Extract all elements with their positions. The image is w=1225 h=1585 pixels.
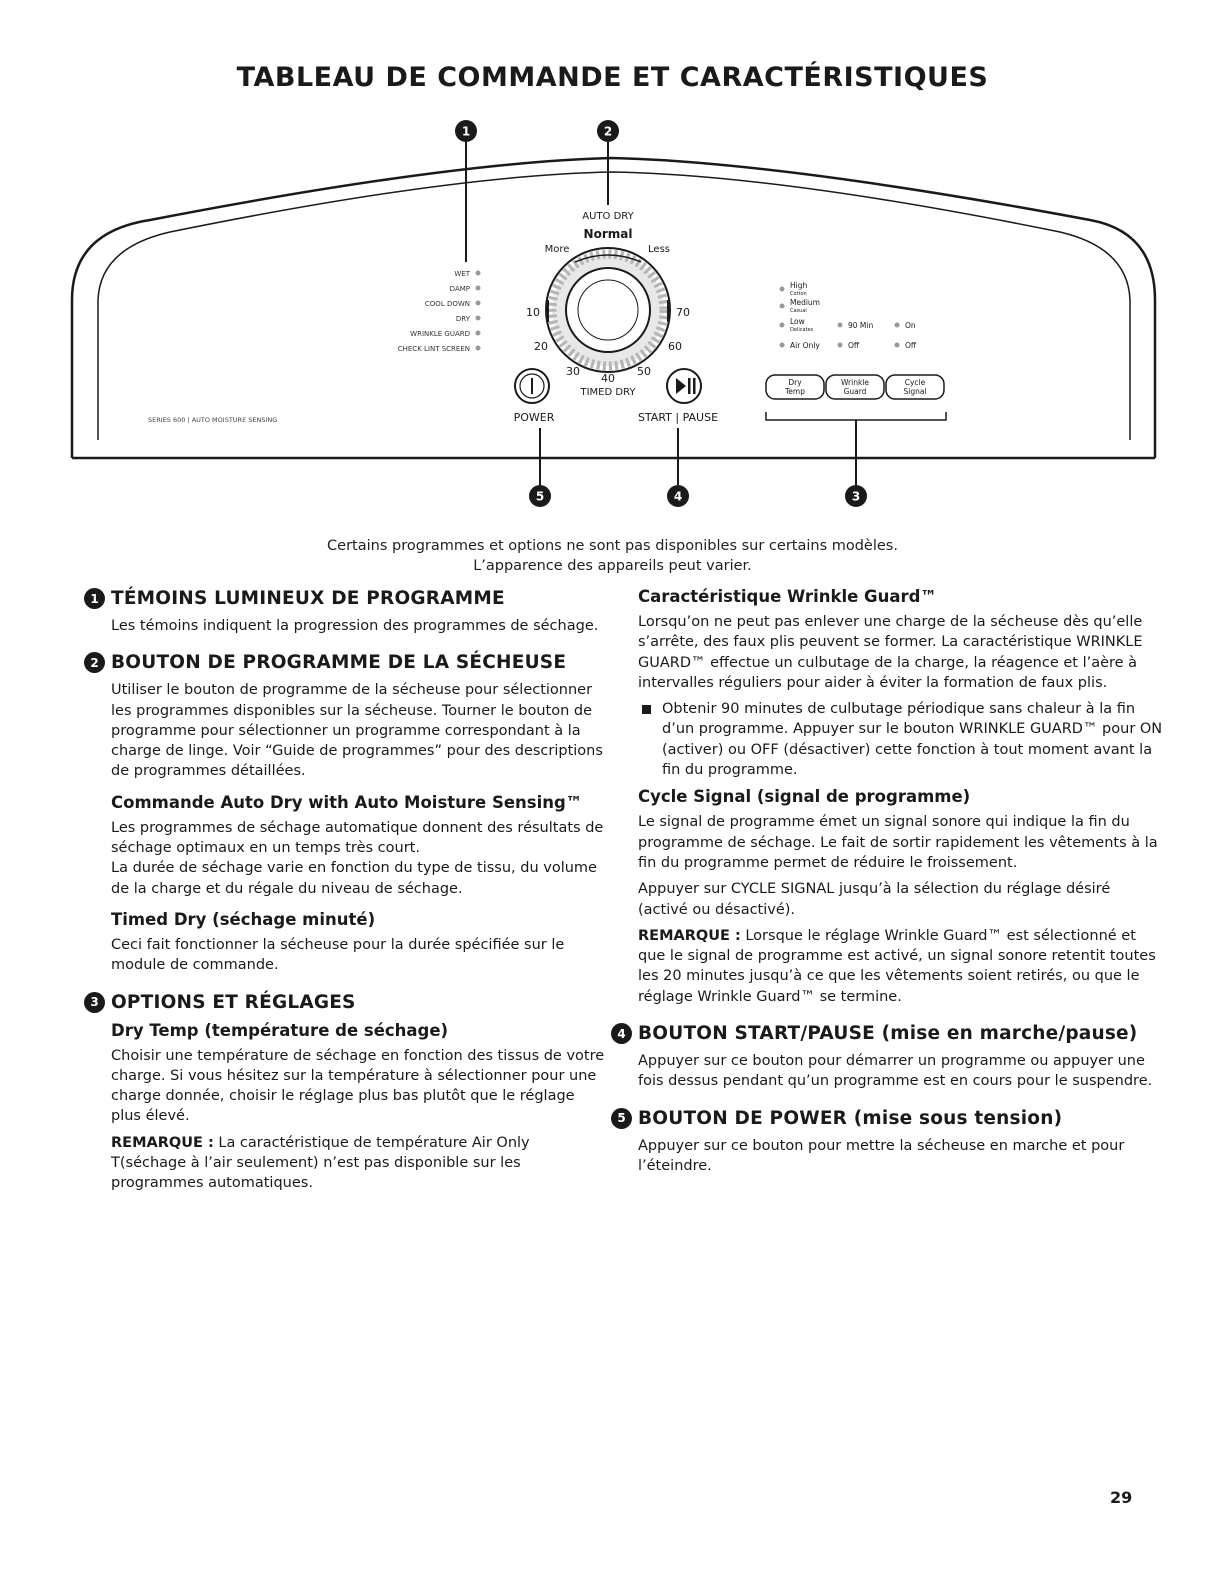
normal-label: Normal — [583, 227, 633, 241]
section-title: BOUTON DE PROGRAMME DE LA SÉCHEUSE — [111, 652, 567, 674]
section-options-settings — [85, 990, 605, 1194]
program-dial — [546, 248, 670, 372]
wrinkle-guard-button[interactable] — [826, 375, 884, 399]
subsection-title: Cycle Signal (signal de programme) — [638, 787, 971, 807]
indicator-check-lint-screen: CHECK LINT SCREEN — [397, 345, 470, 353]
callout-1-label: 1 — [461, 124, 471, 139]
page-number: 29 — [1110, 1488, 1133, 1507]
paragraph: Ceci fait fonctionner la sécheuse pour la durée spécifiée sur le module de commande. — [111, 936, 565, 974]
signal-options — [895, 321, 917, 350]
more-label: More — [544, 244, 570, 255]
section-number-2: 2 — [84, 652, 105, 673]
callout-4-label: 4 — [673, 489, 683, 504]
power-button[interactable] — [515, 369, 549, 403]
right-column — [617, 586, 1163, 1190]
section-title: BOUTON START/PAUSE (mise en marche/pause) — [638, 1023, 1138, 1045]
section-cycle-signal — [638, 786, 1163, 1007]
svg-text:70: 70 — [676, 306, 690, 319]
svg-text:50: 50 — [637, 365, 651, 378]
section-wrinkle-guard — [638, 586, 1163, 780]
section-text: Utiliser le bouton de programme de la sécheuse pour sélectionner les programmes disponibles sur la sécheuse. Tourner le bouton de programme pour sélectionner un programme correspondant à la charge de linge. Voir “Guide de programmes” pour des descriptions de programmes détaillées. — [111, 682, 603, 780]
paragraph: Choisir une température de séchage en fonction des tissus de votre charge. Si vous hésitez sur la température à sélectionner pour une charge donnée, choisir le réglage plus bas plutôt que le réglage plus élevé. — [111, 1047, 605, 1125]
svg-text:20: 20 — [534, 340, 548, 353]
indicator-lights — [398, 270, 471, 353]
callout-2-label: 2 — [603, 124, 613, 139]
wrinkle-options — [838, 321, 874, 350]
auto-dry-label: AUTO DRY — [582, 211, 634, 222]
svg-text:Casual: Casual — [790, 308, 807, 314]
timed-dry-label: TIMED DRY — [580, 387, 636, 398]
svg-text:40: 40 — [601, 372, 615, 385]
section-power — [612, 1106, 1163, 1177]
svg-text:90 Min: 90 Min — [848, 321, 874, 330]
svg-text:Air Only: Air Only — [790, 341, 820, 350]
subsection-title: Dry Temp (température de séchage) — [111, 1020, 449, 1040]
paragraph: La durée de séchage varie en fonction du type de tissu, du volume de la charge et du régale du niveau de séchage. — [111, 860, 597, 897]
subsection-title: Commande Auto Dry with Auto Moisture Sensing™ — [111, 792, 583, 812]
svg-text:On: On — [905, 321, 916, 330]
power-label: POWER — [513, 411, 555, 424]
paragraph: Le signal de programme émet un signal sonore qui indique la fin du programme de séchage. Le fait de sortir rapidement les vêtements à la fin du programme permet de réduire le froissement. — [638, 814, 1158, 871]
paragraph: Les programmes de séchage automatique donnent des résultats de séchage optimaux en un temps très court. — [111, 819, 604, 857]
svg-text:Medium: Medium — [790, 298, 820, 307]
svg-text:10: 10 — [526, 306, 540, 319]
svg-text:Signal: Signal — [903, 387, 927, 396]
svg-text:60: 60 — [668, 340, 682, 353]
start-pause-label: START | PAUSE — [637, 411, 719, 424]
section-text: Appuyer sur ce bouton pour mettre la sécheuse en marche et pour l’éteindre. — [638, 1137, 1125, 1174]
start-pause-button[interactable] — [667, 369, 701, 403]
subsection-title: Timed Dry (séchage minuté) — [111, 909, 376, 929]
page-title: TABLEAU DE COMMANDE ET CARACTÉRISTIQUES — [236, 62, 989, 93]
indicator-wet: WET — [454, 270, 470, 278]
indicator-dry: DRY — [455, 315, 470, 323]
bullet-item: Obtenir 90 minutes de culbutage périodique sans chaleur à la fin d’un programme. Appuyer sur le bouton WRINKLE GUARD™ pour ON (activer) ou OFF (désactiver) cette fonction à tout moment avant la fin du programme. — [638, 699, 1163, 780]
paragraph: Appuyer sur CYCLE SIGNAL jusqu’à la sélection du réglage désiré (activé ou désactivé). — [638, 881, 1111, 918]
indicator-wrinkle-guard: WRINKLE GUARD — [410, 330, 470, 338]
note: REMARQUE : Lorsque le réglage Wrinkle Guard™ est sélectionné et que le signal de programme est activé, un signal sonore retentit toutes les 20 minutes jusqu’à ce que les vêtements soient retirés, ou que le réglage Wrinkle Guard™ se termine. — [638, 927, 1156, 1005]
availability-note: Certains programmes et options ne sont pas disponibles sur certains modèles. L’apparence des appareils peut varier. — [327, 538, 898, 574]
svg-text:Guard: Guard — [843, 387, 867, 396]
control-panel-diagram — [0, 112, 1225, 512]
svg-text:Dry: Dry — [788, 378, 802, 387]
svg-text:Temp: Temp — [785, 387, 805, 396]
svg-text:Cotton: Cotton — [790, 291, 807, 297]
section-start-pause — [612, 1021, 1163, 1092]
svg-text:30: 30 — [566, 365, 580, 378]
section-number-4: 4 — [611, 1023, 632, 1044]
left-column — [85, 586, 605, 1208]
svg-text:Cycle: Cycle — [904, 378, 926, 387]
indicator-damp: DAMP — [449, 285, 470, 293]
section-number-1: 1 — [84, 588, 105, 609]
section-text: Les témoins indiquent la progression des programmes de séchage. — [111, 618, 599, 634]
temp-options — [780, 281, 821, 350]
indicator-cool-down: COOL DOWN — [424, 300, 470, 308]
callout-3-label: 3 — [851, 489, 861, 504]
less-label: Less — [648, 244, 670, 255]
section-number-3: 3 — [84, 992, 105, 1013]
section-text: Appuyer sur ce bouton pour démarrer un programme ou appuyer une fois dessus pendant qu’un programme est en cours pour le suspendre. — [638, 1053, 1153, 1090]
svg-text:Off: Off — [848, 341, 860, 350]
section-title: BOUTON DE POWER (mise sous tension) — [638, 1107, 1063, 1129]
svg-text:High: High — [790, 281, 808, 290]
callout-5-label: 5 — [535, 489, 545, 504]
svg-text:Low: Low — [790, 317, 805, 326]
section-title: TÉMOINS LUMINEUX DE PROGRAMME — [111, 588, 505, 609]
paragraph: Lorsqu’on ne peut pas enlever une charge de la sécheuse dès qu’elle s’arrête, des faux plis peuvent se former. La caractéristique WRINKLE GUARD™ effectue un culbutage de la charge, la réagence et l’aère à intervalles réguliers pour aider à éviter la formation de faux plis. — [638, 614, 1143, 691]
section-program-knob — [85, 650, 605, 975]
section-program-indicators — [85, 586, 605, 636]
series-label: SERIES 600 | AUTO MOISTURE SENSING — [148, 416, 278, 424]
subsection-title: Caractéristique Wrinkle Guard™ — [638, 587, 937, 606]
cycle-signal-button[interactable] — [886, 375, 944, 399]
dry-temp-button[interactable] — [766, 375, 824, 399]
note: REMARQUE : La caractéristique de température Air Only T(séchage à l’air seulement) n’est pas disponible sur les programmes automatiques. — [111, 1134, 530, 1192]
section-title: OPTIONS ET RÉGLAGES — [111, 991, 356, 1013]
svg-text:Off: Off — [905, 341, 917, 350]
section-number-5: 5 — [611, 1108, 632, 1129]
svg-text:Wrinkle: Wrinkle — [840, 378, 870, 387]
svg-text:Delicates: Delicates — [790, 327, 814, 333]
